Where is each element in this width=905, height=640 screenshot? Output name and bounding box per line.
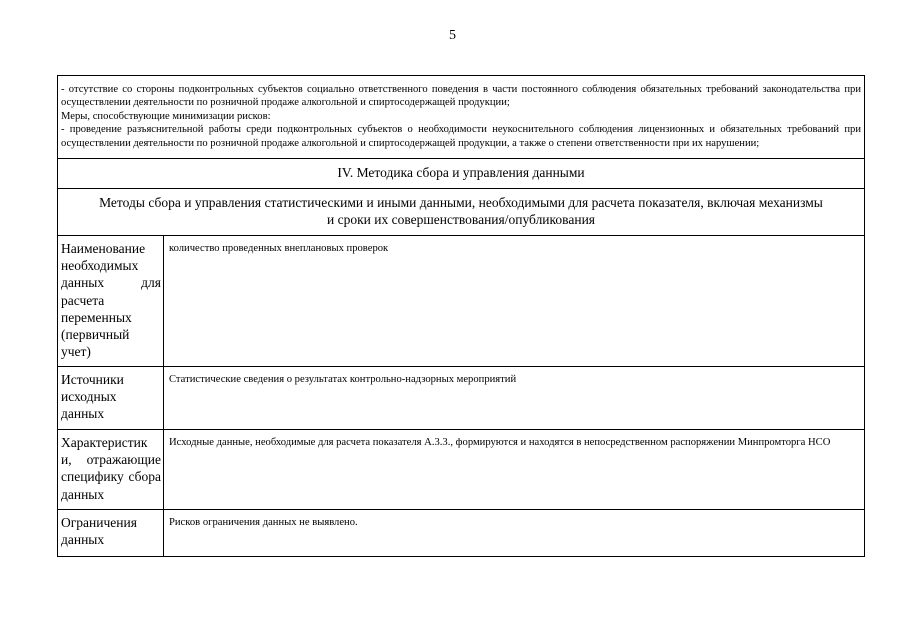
row-label: Ограничения данных bbox=[58, 510, 164, 556]
table-row bbox=[58, 236, 864, 367]
risks-paragraph bbox=[58, 76, 864, 159]
row-label: Источники исходных данных bbox=[58, 367, 164, 429]
row-value: Статистические сведения о результатах контрольно-надзорных мероприятий bbox=[169, 374, 517, 386]
row-value: Исходные данные, необходимые для расчета показателя А.3.3., формируются и находятся в непосредственном распоряжении Минпромторга НСО bbox=[169, 437, 831, 449]
section-title: IV. Методика сбора и управления данными bbox=[58, 159, 864, 189]
table-row bbox=[58, 430, 864, 510]
risk-item: - отсутствие со стороны подконтрольных субъектов социально ответственного поведения в части постоянного соблюдения обязательных требований законодательства при осуществлении деятельности по розничной продаже алкогольной и спиртосодержащей продукции; bbox=[61, 84, 861, 109]
table-row bbox=[58, 367, 864, 430]
row-label: Наименование необходимых данных для расчета переменных (первичный учет) bbox=[58, 236, 164, 366]
section-subtitle: Методы сбора и управления статистическими и иными данными, необходимыми для расчета показателя, включая механизмы и сроки их совершенствования/опубликования bbox=[58, 189, 864, 236]
methodology-table bbox=[57, 75, 865, 557]
row-label: Характеристик и, отражающие специфику сбора данных bbox=[58, 430, 164, 509]
row-value: количество проведенных внеплановых проверок bbox=[169, 243, 389, 255]
page-number: 5 bbox=[449, 28, 456, 43]
measures-heading: Меры, способствующие минимизации рисков: bbox=[61, 110, 271, 122]
table-row bbox=[58, 510, 864, 556]
measure-item: - проведение разъяснительной работы среди подконтрольных субъектов о необходимости неукоснительного соблюдения лицензионных и обязательных требований при осуществлении деятельности по розничной продаже алкогольной и спиртосодержащей продукции, а также о степени ответственности при их нарушении; bbox=[61, 124, 861, 149]
row-value: Рисков ограничения данных не выявлено. bbox=[169, 517, 358, 529]
